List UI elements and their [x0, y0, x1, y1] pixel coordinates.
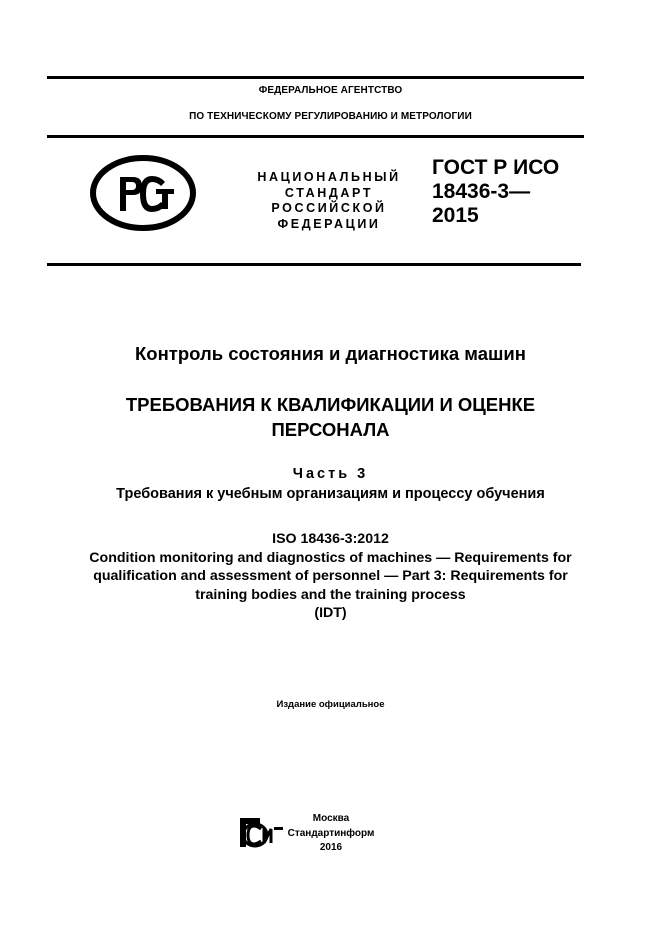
standard-code-line-2: 18436-3— — [432, 180, 531, 203]
national-line-1: НАЦИОНАЛЬНЫЙ — [257, 170, 401, 184]
publisher-city: Москва — [312, 813, 350, 824]
national-line-2: СТАНДАРТ — [284, 185, 374, 200]
rst-logo-icon — [90, 155, 196, 231]
national-standard-label — [245, 170, 413, 232]
part-title: Требования к учебным организациям и процессу обучения — [116, 486, 545, 502]
iso-reference — [20, 530, 641, 623]
iso-title-line-3: training bodies and the training process — [195, 586, 466, 603]
header-rule — [47, 135, 584, 138]
document-subtitle: ТРЕБОВАНИЯ К КВАЛИФИКАЦИИ И ОЦЕНКЕ ПЕРСОНАЛА — [125, 394, 536, 440]
standard-code-line-3: 2015 — [432, 204, 479, 227]
publication-year: 2016 — [319, 842, 343, 853]
iso-equivalence: (IDT) — [314, 605, 347, 621]
iso-title-line-1: Condition monitoring and diagnostics of machines — Requirements for — [89, 549, 572, 566]
edition-label: Издание официальное — [276, 699, 385, 710]
iso-number: ISO 18436-3:2012 — [272, 531, 389, 547]
iso-title-line-2: qualification and assessment of personnel — Part 3: Requirements for — [93, 568, 568, 584]
national-line-3: РОССИЙСКОЙ — [271, 201, 387, 215]
standard-code-line-1: ГОСТ Р ИСО — [432, 156, 560, 179]
standard-code — [432, 156, 592, 228]
block-bottom-rule — [47, 263, 581, 266]
document-title: Контроль состояния и диагностика машин — [135, 343, 526, 364]
agency-line-2: ПО ТЕХНИЧЕСКОМУ РЕГУЛИРОВАНИЮ И МЕТРОЛОГИИ — [189, 111, 472, 122]
national-line-4: ФЕДЕРАЦИИ — [277, 216, 381, 231]
top-rule — [47, 76, 584, 79]
standartinform-logo-icon — [234, 813, 286, 853]
agency-line-1: ФЕДЕРАЛЬНОЕ АГЕНТСТВО — [258, 85, 403, 96]
part-label: Часть 3 — [292, 466, 369, 482]
publisher-name: Стандартинформ — [287, 827, 375, 839]
publisher-info — [286, 812, 376, 856]
